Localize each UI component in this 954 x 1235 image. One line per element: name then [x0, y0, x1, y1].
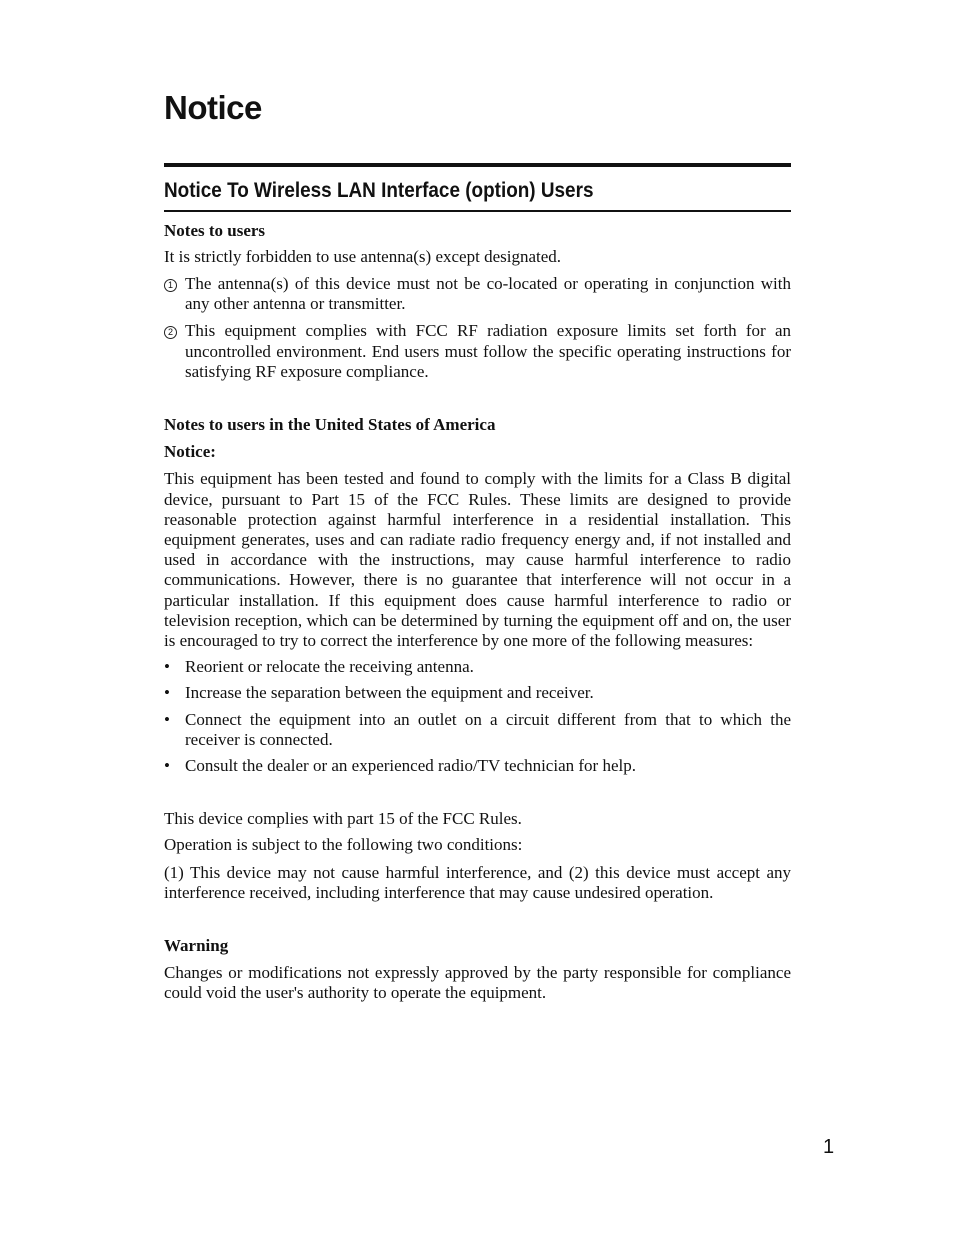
list-item [164, 274, 791, 314]
warning-heading: Warning [164, 935, 229, 955]
bullet-marker: • [164, 709, 170, 729]
bullet-text: Increase the separation between the equipment and receiver. [185, 683, 594, 703]
bullet-text: Connect the equipment into an outlet on a circuit different from that to which the receiver is connected. [185, 709, 791, 749]
notes-to-users-intro: It is strictly forbidden to use antenna(s) except designated. [164, 246, 562, 266]
warning-text: Changes or modifications not expressly approved by the party responsible for compliance could void the user's authority to operate the equipment. [164, 963, 791, 1003]
bullet-item [164, 657, 791, 677]
section-title: Notice To Wireless LAN Interface (option) Users [164, 178, 594, 202]
fcc-paragraph: This equipment has been tested and found to comply with the limits for a Class B digital device, pursuant to Part 15 of the FCC Rules. These limits are designed to provide reasonable protection against harmful interference in a residential installation. This equipment generates, uses and can radiate radio frequency energy and, if not installed and used in accordance with the instructions, may cause harmful interference to radio communications. However, there is no guarantee that interference will not occur in a particular installation. If this equipment does cause harmful interference to radio or television reception, which can be determined by turning the equipment off and on, the user is encouraged to try to correct the interference by one more of the following measures: [164, 469, 791, 650]
bullet-marker: • [164, 683, 170, 703]
compliance-line-1: This device complies with part 15 of the FCC Rules. [164, 809, 522, 829]
circled-number-2: 2 [164, 326, 177, 339]
page-number: 1 [823, 1136, 835, 1158]
page-title: Notice [164, 89, 262, 126]
list-item-text: This equipment complies with FCC RF radiation exposure limits set forth for an uncontrolled environment. End users must follow the specific operating instructions for satisfying RF exposure compliance. [185, 321, 791, 381]
circled-number-1: 1 [164, 279, 177, 292]
notice-label: Notice: [164, 442, 216, 462]
bullet-item [164, 710, 791, 750]
list-item-text: The antenna(s) of this device must not be co-located or operating in conjunction with any other antenna or transmitter. [185, 273, 791, 314]
bullet-item [164, 756, 791, 776]
bullet-item [164, 683, 791, 703]
bullet-marker: • [164, 657, 170, 677]
notes-to-users-heading: Notes to users [164, 220, 266, 240]
compliance-conditions: (1) This device may not cause harmful interference, and (2) this device must accept any interference received, including interference that may cause undesired operation. [164, 862, 791, 902]
us-notes-heading: Notes to users in the United States of America [164, 414, 496, 434]
document-body [164, 163, 791, 1004]
bullet-text: Consult the dealer or an experienced radio/TV technician for help. [185, 755, 636, 775]
list-item [164, 321, 791, 382]
bullet-marker: • [164, 755, 170, 775]
compliance-line-2: Operation is subject to the following two conditions: [164, 835, 523, 855]
bullet-text: Reorient or relocate the receiving antenna. [185, 657, 474, 677]
